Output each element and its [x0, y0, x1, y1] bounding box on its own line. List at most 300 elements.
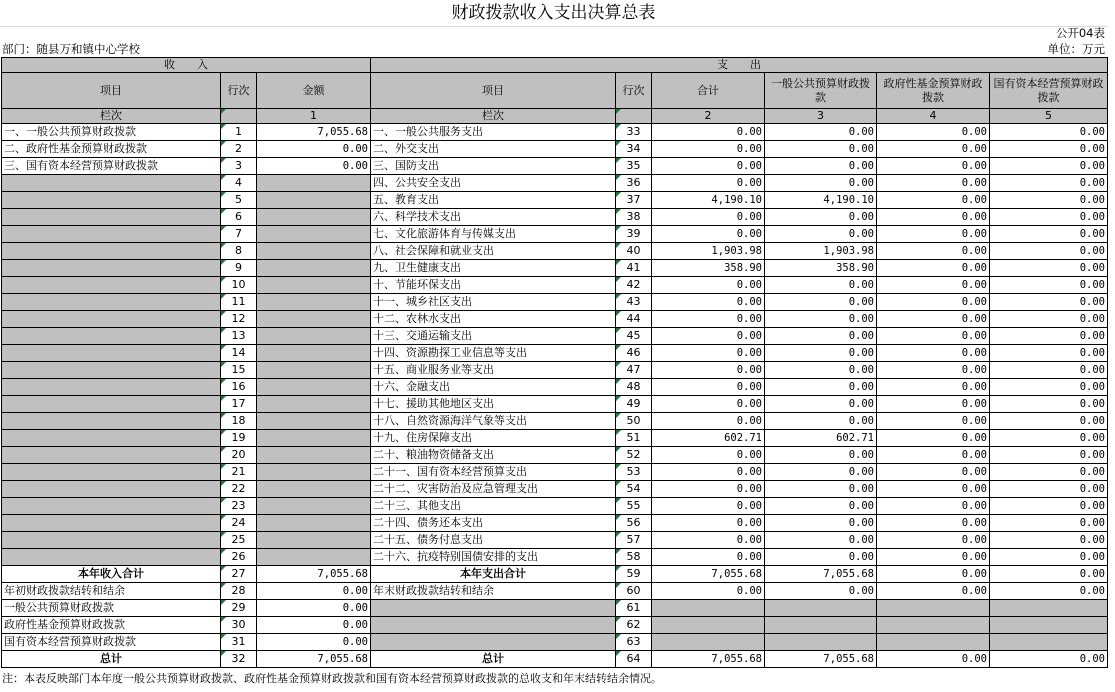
expense-fund: 0.00 — [877, 209, 990, 226]
expense-soe — [990, 600, 1108, 617]
expense-soe: 0.00 — [990, 158, 1108, 175]
income-item — [2, 294, 221, 311]
expense-general: 0.00 — [765, 464, 877, 481]
col-header-total: 合计 — [652, 73, 765, 109]
footnote: 注：本表反映部门本年度一般公共预算财政拨款、政府性基金预算财政拨款和国有资本经营预算财政拨款的总收支和年末结转结余情况。 — [2, 672, 662, 685]
section-header-row — [2, 58, 1108, 73]
expense-general: 0.00 — [765, 209, 877, 226]
expense-general: 0.00 — [765, 379, 877, 396]
income-item: 一般公共预算财政拨款 — [2, 600, 221, 617]
expense-item: 年末财政拨款结转和结余 — [371, 583, 616, 600]
expense-general: 7,055.68 — [765, 566, 877, 583]
expense-fund: 0.00 — [877, 345, 990, 362]
col-num-3: 3 — [765, 109, 877, 124]
expense-item: 二十一、国有资本经营预算支出 — [371, 464, 616, 481]
carry-row — [2, 634, 1108, 651]
expense-total: 602.71 — [652, 430, 765, 447]
col-header-line: 行次 — [221, 73, 257, 109]
expense-line: 44 — [616, 311, 652, 328]
carry-row — [2, 617, 1108, 634]
income-amount — [257, 447, 371, 464]
expense-general: 0.00 — [765, 515, 877, 532]
expense-soe: 0.00 — [990, 260, 1108, 277]
expense-fund: 0.00 — [877, 226, 990, 243]
column-number-row — [2, 109, 1108, 124]
income-item — [2, 362, 221, 379]
expense-general: 602.71 — [765, 430, 877, 447]
expense-soe: 0.00 — [990, 549, 1108, 566]
income-item — [2, 430, 221, 447]
income-amount: 0.00 — [257, 600, 371, 617]
col-header-general: 一般公共预算财政拨款 — [765, 73, 877, 109]
expense-total: 358.90 — [652, 260, 765, 277]
income-line: 10 — [221, 277, 257, 294]
income-item — [2, 396, 221, 413]
table-row — [2, 549, 1108, 566]
expense-line: 53 — [616, 464, 652, 481]
income-amount — [257, 464, 371, 481]
expense-fund: 0.00 — [877, 583, 990, 600]
col-header-amount: 金额 — [257, 73, 371, 109]
expense-fund: 0.00 — [877, 498, 990, 515]
expense-line: 45 — [616, 328, 652, 345]
table-row — [2, 158, 1108, 175]
table-row — [2, 226, 1108, 243]
expense-line: 55 — [616, 498, 652, 515]
income-amount — [257, 396, 371, 413]
expense-line: 43 — [616, 294, 652, 311]
income-amount — [257, 481, 371, 498]
grand-total-row — [2, 651, 1108, 668]
table-row — [2, 430, 1108, 447]
income-item — [2, 243, 221, 260]
income-line: 7 — [221, 226, 257, 243]
income-line: 23 — [221, 498, 257, 515]
expense-item: 二、外交支出 — [371, 141, 616, 158]
expense-total: 0.00 — [652, 447, 765, 464]
expense-item: 七、文化旅游体育与传媒支出 — [371, 226, 616, 243]
col-header-fund: 政府性基金预算财政拨款 — [877, 73, 990, 109]
expense-soe: 0.00 — [990, 277, 1108, 294]
expense-line: 40 — [616, 243, 652, 260]
income-line: 29 — [221, 600, 257, 617]
income-item — [2, 413, 221, 430]
expense-fund: 0.00 — [877, 141, 990, 158]
expense-total — [652, 600, 765, 617]
income-item — [2, 464, 221, 481]
income-amount: 0.00 — [257, 158, 371, 175]
expense-soe: 0.00 — [990, 481, 1108, 498]
expense-line: 54 — [616, 481, 652, 498]
expense-total: 0.00 — [652, 175, 765, 192]
expense-soe — [990, 617, 1108, 634]
expense-total: 0.00 — [652, 583, 765, 600]
expense-line: 47 — [616, 362, 652, 379]
income-item: 本年收入合计 — [2, 566, 221, 583]
expense-total: 0.00 — [652, 158, 765, 175]
expense-line: 60 — [616, 583, 652, 600]
expense-soe: 0.00 — [990, 447, 1108, 464]
expense-total: 0.00 — [652, 362, 765, 379]
expense-general: 0.00 — [765, 158, 877, 175]
expense-soe: 0.00 — [990, 515, 1108, 532]
expense-item: 总计 — [371, 651, 616, 668]
department-label: 部门：随县万和镇中心学校 — [2, 42, 140, 56]
expense-general: 0.00 — [765, 481, 877, 498]
table-row — [2, 515, 1108, 532]
col-num-5: 5 — [990, 109, 1108, 124]
expense-fund: 0.00 — [877, 175, 990, 192]
expense-soe: 0.00 — [990, 243, 1108, 260]
expense-soe: 0.00 — [990, 175, 1108, 192]
expense-item: 十七、援助其他地区支出 — [371, 396, 616, 413]
expense-soe: 0.00 — [990, 532, 1108, 549]
expense-total — [652, 617, 765, 634]
expense-line: 50 — [616, 413, 652, 430]
expense-item: 四、公共安全支出 — [371, 175, 616, 192]
expense-total: 7,055.68 — [652, 566, 765, 583]
expense-soe: 0.00 — [990, 396, 1108, 413]
expense-line: 61 — [616, 600, 652, 617]
expense-general: 0.00 — [765, 124, 877, 141]
expense-soe: 0.00 — [990, 566, 1108, 583]
expense-total: 0.00 — [652, 328, 765, 345]
expense-item — [371, 634, 616, 651]
table-row — [2, 413, 1108, 430]
income-line: 3 — [221, 158, 257, 175]
table-row — [2, 192, 1108, 209]
table-row — [2, 396, 1108, 413]
expense-soe: 0.00 — [990, 583, 1108, 600]
income-line: 8 — [221, 243, 257, 260]
income-amount — [257, 294, 371, 311]
expense-item: 十五、商业服务业等支出 — [371, 362, 616, 379]
expense-line: 42 — [616, 277, 652, 294]
expense-item — [371, 600, 616, 617]
expense-soe: 0.00 — [990, 311, 1108, 328]
income-line: 11 — [221, 294, 257, 311]
expense-general — [765, 617, 877, 634]
expense-total: 0.00 — [652, 141, 765, 158]
expense-fund: 0.00 — [877, 447, 990, 464]
expense-total: 0.00 — [652, 413, 765, 430]
expense-item: 九、卫生健康支出 — [371, 260, 616, 277]
income-amount — [257, 243, 371, 260]
expense-general: 0.00 — [765, 175, 877, 192]
table-row — [2, 532, 1108, 549]
expense-fund: 0.00 — [877, 379, 990, 396]
income-item — [2, 498, 221, 515]
expense-total: 0.00 — [652, 396, 765, 413]
expense-fund: 0.00 — [877, 328, 990, 345]
income-line: 30 — [221, 617, 257, 634]
col-num-1: 1 — [257, 109, 371, 124]
income-item — [2, 192, 221, 209]
income-item — [2, 549, 221, 566]
expense-item: 十九、住房保障支出 — [371, 430, 616, 447]
expense-line: 37 — [616, 192, 652, 209]
expense-fund: 0.00 — [877, 192, 990, 209]
col-num-4: 4 — [877, 109, 990, 124]
income-amount: 0.00 — [257, 141, 371, 158]
expense-line: 39 — [616, 226, 652, 243]
income-line: 27 — [221, 566, 257, 583]
expense-general: 0.00 — [765, 277, 877, 294]
expense-item: 二十四、债务还本支出 — [371, 515, 616, 532]
income-amount — [257, 226, 371, 243]
expense-item: 八、社会保障和就业支出 — [371, 243, 616, 260]
expense-total: 0.00 — [652, 209, 765, 226]
expense-item: 十八、自然资源海洋气象等支出 — [371, 413, 616, 430]
income-item — [2, 226, 221, 243]
income-amount — [257, 175, 371, 192]
expense-fund: 0.00 — [877, 413, 990, 430]
expense-item: 二十五、债务付息支出 — [371, 532, 616, 549]
carry-row — [2, 583, 1108, 600]
col-header-soe: 国有资本经营预算财政拨款 — [990, 73, 1108, 109]
income-item: 一、一般公共预算财政拨款 — [2, 124, 221, 141]
income-amount — [257, 532, 371, 549]
income-amount: 7,055.68 — [257, 651, 371, 668]
income-line: 31 — [221, 634, 257, 651]
expense-general: 0.00 — [765, 583, 877, 600]
expense-soe: 0.00 — [990, 345, 1108, 362]
expense-line: 49 — [616, 396, 652, 413]
expense-fund: 0.00 — [877, 566, 990, 583]
income-line: 13 — [221, 328, 257, 345]
expense-fund — [877, 600, 990, 617]
expense-general: 0.00 — [765, 311, 877, 328]
income-line: 15 — [221, 362, 257, 379]
expense-total: 0.00 — [652, 498, 765, 515]
expense-total: 0.00 — [652, 294, 765, 311]
expense-total: 0.00 — [652, 532, 765, 549]
expense-soe: 0.00 — [990, 209, 1108, 226]
expense-total — [652, 634, 765, 651]
expense-soe: 0.00 — [990, 498, 1108, 515]
expense-fund: 0.00 — [877, 243, 990, 260]
income-line: 5 — [221, 192, 257, 209]
expense-item: 二十二、灾害防治及应急管理支出 — [371, 481, 616, 498]
income-amount — [257, 413, 371, 430]
expense-general: 0.00 — [765, 328, 877, 345]
expense-line: 35 — [616, 158, 652, 175]
income-amount: 7,055.68 — [257, 124, 371, 141]
income-line: 19 — [221, 430, 257, 447]
income-line: 25 — [221, 532, 257, 549]
income-item — [2, 345, 221, 362]
expense-total: 4,190.10 — [652, 192, 765, 209]
income-line: 18 — [221, 413, 257, 430]
income-line: 17 — [221, 396, 257, 413]
expense-soe: 0.00 — [990, 192, 1108, 209]
expense-line: 46 — [616, 345, 652, 362]
income-item — [2, 481, 221, 498]
income-line: 24 — [221, 515, 257, 532]
table-row — [2, 379, 1108, 396]
expense-fund: 0.00 — [877, 158, 990, 175]
expense-item: 五、教育支出 — [371, 192, 616, 209]
expense-soe: 0.00 — [990, 651, 1108, 668]
income-line: 20 — [221, 447, 257, 464]
income-line: 4 — [221, 175, 257, 192]
table-row — [2, 345, 1108, 362]
income-amount — [257, 430, 371, 447]
income-item — [2, 260, 221, 277]
table-row — [2, 294, 1108, 311]
expense-total: 0.00 — [652, 379, 765, 396]
income-amount: 0.00 — [257, 583, 371, 600]
expense-fund: 0.00 — [877, 651, 990, 668]
income-line: 1 — [221, 124, 257, 141]
expense-general: 0.00 — [765, 447, 877, 464]
income-amount — [257, 379, 371, 396]
income-item: 政府性基金预算财政拨款 — [2, 617, 221, 634]
income-amount — [257, 192, 371, 209]
col-blank — [221, 109, 257, 124]
expense-line: 51 — [616, 430, 652, 447]
expense-soe: 0.00 — [990, 226, 1108, 243]
expense-line: 41 — [616, 260, 652, 277]
expense-fund: 0.00 — [877, 277, 990, 294]
expense-general — [765, 600, 877, 617]
expense-fund: 0.00 — [877, 294, 990, 311]
income-amount — [257, 277, 371, 294]
income-line: 22 — [221, 481, 257, 498]
form-code: 公开04表 — [1055, 26, 1105, 40]
income-item — [2, 311, 221, 328]
expense-soe: 0.00 — [990, 464, 1108, 481]
expense-fund: 0.00 — [877, 532, 990, 549]
table-row — [2, 260, 1108, 277]
income-line: 32 — [221, 651, 257, 668]
expense-line: 57 — [616, 532, 652, 549]
expense-total: 0.00 — [652, 464, 765, 481]
expense-fund: 0.00 — [877, 481, 990, 498]
page-title: 财政拨款收入支出决算总表 — [0, 0, 1107, 27]
expense-general: 0.00 — [765, 498, 877, 515]
income-amount — [257, 549, 371, 566]
income-line: 6 — [221, 209, 257, 226]
expense-item: 十四、资源勘探工业信息等支出 — [371, 345, 616, 362]
income-amount — [257, 362, 371, 379]
expense-item: 一、一般公共服务支出 — [371, 124, 616, 141]
department-row — [2, 41, 1105, 57]
table-row — [2, 498, 1108, 515]
expense-item: 十六、金融支出 — [371, 379, 616, 396]
expense-total: 0.00 — [652, 345, 765, 362]
expense-item: 二十、粮油物资储备支出 — [371, 447, 616, 464]
expense-general: 0.00 — [765, 226, 877, 243]
form-code-row — [2, 25, 1105, 41]
expense-fund — [877, 634, 990, 651]
expense-total: 0.00 — [652, 549, 765, 566]
table-row — [2, 447, 1108, 464]
income-item: 国有资本经营预算财政拨款 — [2, 634, 221, 651]
expense-item: 本年支出合计 — [371, 566, 616, 583]
income-line: 12 — [221, 311, 257, 328]
income-amount: 7,055.68 — [257, 566, 371, 583]
expense-fund: 0.00 — [877, 396, 990, 413]
expense-line: 48 — [616, 379, 652, 396]
col-label: 栏次 — [2, 109, 221, 124]
expense-soe: 0.00 — [990, 328, 1108, 345]
expense-line: 56 — [616, 515, 652, 532]
table-row — [2, 328, 1108, 345]
expense-line: 52 — [616, 447, 652, 464]
expense-item: 十一、城乡社区支出 — [371, 294, 616, 311]
income-amount — [257, 498, 371, 515]
expense-line: 36 — [616, 175, 652, 192]
expense-item — [371, 617, 616, 634]
expense-soe: 0.00 — [990, 413, 1108, 430]
expense-general: 4,190.10 — [765, 192, 877, 209]
income-item: 二、政府性基金预算财政拨款 — [2, 141, 221, 158]
expense-general: 0.00 — [765, 362, 877, 379]
income-amount — [257, 515, 371, 532]
income-amount: 0.00 — [257, 617, 371, 634]
income-line: 2 — [221, 141, 257, 158]
carry-row — [2, 600, 1108, 617]
expense-item: 六、科学技术支出 — [371, 209, 616, 226]
expense-total: 0.00 — [652, 277, 765, 294]
income-amount — [257, 260, 371, 277]
expense-general: 0.00 — [765, 549, 877, 566]
income-amount — [257, 311, 371, 328]
expense-line: 63 — [616, 634, 652, 651]
expense-fund: 0.00 — [877, 362, 990, 379]
expense-total: 7,055.68 — [652, 651, 765, 668]
expense-total: 1,903.98 — [652, 243, 765, 260]
expense-general: 0.00 — [765, 141, 877, 158]
table-row — [2, 243, 1108, 260]
expense-total: 0.00 — [652, 481, 765, 498]
expense-general: 0.00 — [765, 396, 877, 413]
expense-line: 38 — [616, 209, 652, 226]
expense-fund: 0.00 — [877, 549, 990, 566]
income-item — [2, 447, 221, 464]
income-item — [2, 328, 221, 345]
income-line: 21 — [221, 464, 257, 481]
expense-general: 7,055.68 — [765, 651, 877, 668]
expense-general: 0.00 — [765, 532, 877, 549]
expense-total: 0.00 — [652, 124, 765, 141]
income-item — [2, 175, 221, 192]
finance-table — [1, 57, 1108, 668]
expense-item: 二十三、其他支出 — [371, 498, 616, 515]
expense-item: 十三、交通运输支出 — [371, 328, 616, 345]
income-item — [2, 209, 221, 226]
income-item — [2, 277, 221, 294]
expense-general: 0.00 — [765, 345, 877, 362]
income-section-header: 收 入 — [2, 58, 371, 73]
expense-line: 34 — [616, 141, 652, 158]
expense-total: 0.00 — [652, 226, 765, 243]
unit-label: 单位：万元 — [1047, 42, 1105, 56]
col-num-2: 2 — [652, 109, 765, 124]
income-line: 26 — [221, 549, 257, 566]
expense-fund: 0.00 — [877, 311, 990, 328]
expense-soe: 0.00 — [990, 379, 1108, 396]
expense-line: 64 — [616, 651, 652, 668]
expense-soe: 0.00 — [990, 141, 1108, 158]
expense-line: 33 — [616, 124, 652, 141]
table-row — [2, 175, 1108, 192]
expense-soe: 0.00 — [990, 294, 1108, 311]
table-row — [2, 362, 1108, 379]
expense-item: 十、节能环保支出 — [371, 277, 616, 294]
expense-line: 62 — [616, 617, 652, 634]
